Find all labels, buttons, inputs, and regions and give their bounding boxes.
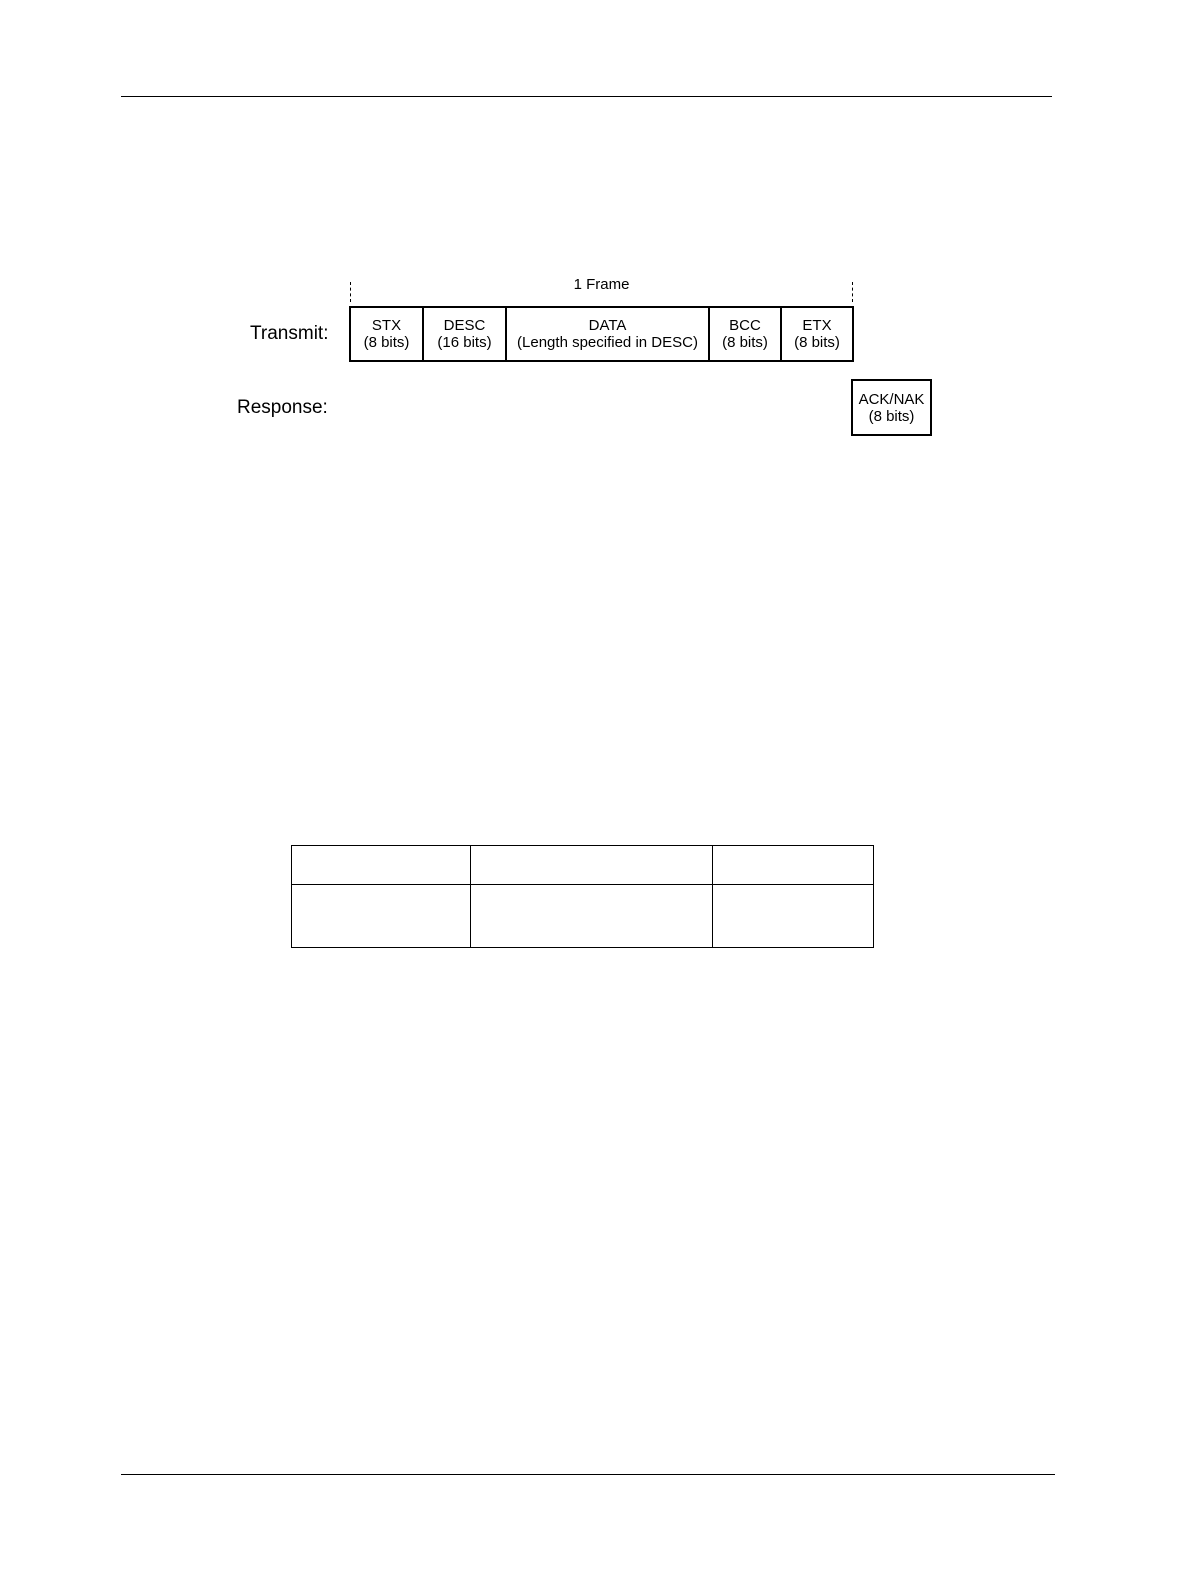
table-cell <box>713 885 874 948</box>
footer-rule <box>121 1474 1055 1475</box>
field-size: (8 bits) <box>722 334 768 351</box>
field-name: ETX <box>802 317 832 334</box>
frame-end-marker <box>852 282 853 302</box>
response-ack-nak <box>851 379 932 436</box>
transmit-frame <box>349 306 854 362</box>
table-cell <box>292 846 471 885</box>
table-cell <box>292 885 471 948</box>
frame-label: 1 Frame <box>573 276 630 293</box>
field-bcc <box>710 308 782 360</box>
table-row <box>292 846 874 885</box>
field-data <box>507 308 710 360</box>
response-size: (8 bits) <box>868 407 915 425</box>
field-size: (16 bits) <box>437 334 492 351</box>
field-etx <box>782 308 854 360</box>
response-name: ACK/NAK <box>858 390 925 408</box>
field-size: (Length specified in DESC) <box>517 334 698 351</box>
empty-table <box>291 845 874 948</box>
field-name: DESC <box>443 317 486 334</box>
field-size: (8 bits) <box>363 334 410 351</box>
table-row <box>292 885 874 948</box>
table-cell <box>471 885 713 948</box>
frame-start-marker <box>350 282 351 302</box>
field-desc <box>424 308 507 360</box>
field-size: (8 bits) <box>794 334 840 351</box>
table-cell <box>713 846 874 885</box>
transmit-label: Transmit: <box>250 323 329 344</box>
field-name: BCC <box>729 317 761 334</box>
field-stx <box>351 308 424 360</box>
header-rule <box>121 96 1052 97</box>
response-label: Response: <box>237 397 328 418</box>
field-name: STX <box>371 317 402 334</box>
field-name: DATA <box>588 317 627 334</box>
table-cell <box>471 846 713 885</box>
